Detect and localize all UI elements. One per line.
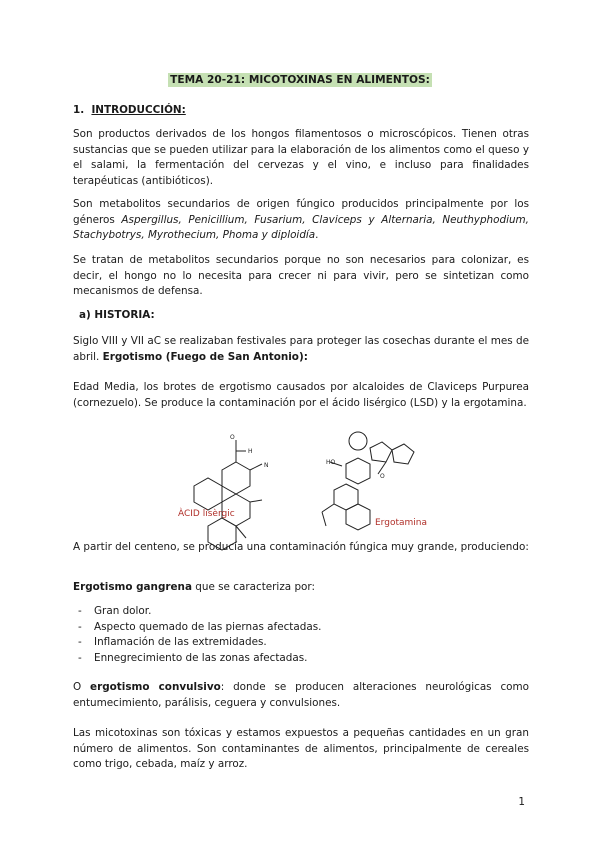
convulsivo-pre: O — [73, 681, 91, 693]
paragraph-secondary-metabolites: Se tratan de metabolitos secundarios porque no son necesarios para colonizar, es decir, el hongo no lo necesita para crecer ni para vivir, pero se sintetizan como mecanismos de defensa. — [73, 254, 529, 298]
paragraph-gangrena — [73, 580, 529, 596]
list-item: - Aspecto quemado de las piernas afectadas. — [78, 620, 321, 636]
history-text: Siglo VIII y VII aC se realizaban festivales para proteger las cosechas durante el mes de abril. — [73, 335, 529, 363]
paragraph-convulsivo — [73, 680, 529, 711]
lysergic-acid-label: ÀCID lisèrgic — [178, 509, 235, 519]
list-item: - Inflamación de las extremidades. — [78, 635, 321, 651]
section-title: INTRODUCCIÓN: — [91, 104, 186, 116]
paragraph-micotoxinas: Las micotoxinas son tóxicas y estamos expuestos a pequeñas cantidades en un gran número de alimentos. Son contaminantes de alimentos, principalmente de cereales como trigo, cebada, maíz y arroz. — [73, 727, 529, 771]
lysergic-acid-structure — [194, 440, 262, 550]
list-item: - Gran dolor. — [78, 604, 321, 620]
genera-end: . — [315, 229, 319, 242]
svg-text:O: O — [230, 434, 235, 441]
list-item: - Ennegrecimiento de las zonas afectadas. — [78, 651, 321, 667]
paragraph-middle-ages: Edad Media, los brotes de ergotismo causados por alcaloides de Claviceps Purpurea (cornezuelo). Se produce la contaminación por el ácido lisérgico (LSD) y la ergotamina. — [73, 381, 529, 409]
genera-list: Aspergillus, Penicillium, Fusarium, Claviceps y Alternaria, Neuthyphodium, Stachybotrys, Myrothecium, Phoma y diploidía — [73, 213, 529, 242]
svg-text:HO: HO — [326, 459, 336, 466]
genera-lead: Son metabolitos secundarios de origen fúngico producidos principalmente por los géneros — [73, 198, 529, 226]
history-bold: Ergotismo (Fuego de San Antonio): — [102, 350, 308, 363]
svg-text:N: N — [264, 462, 269, 469]
convulsivo-bold: ergotismo convulsivo — [90, 681, 221, 693]
title-highlight: TEMA 20-21: MICOTOXINAS EN ALIMENTOS: — [170, 74, 430, 86]
svg-text:O: O — [380, 473, 385, 480]
symptom-list — [78, 604, 321, 666]
section-number: 1. — [73, 104, 85, 116]
gangrena-text: que se caracteriza por: — [191, 581, 315, 593]
gangrena-bold: Ergotismo gangrena — [73, 581, 192, 593]
page-number: 1 — [518, 796, 525, 808]
paragraph-centeno: A partir del centeno, se producía una contaminación fúngica muy grande, produciendo: — [73, 541, 529, 553]
paragraph-intro: Son productos derivados de los hongos filamentosos o microscópicos. Tienen otras sustancias que se pueden utilizar para la elaboración de los alimentos como el queso y el salami, la fermentación del cervezas y el vino, e incluso para finalidades terapéuticas (antibióticos). — [73, 128, 529, 187]
ergotamine-structure — [322, 432, 414, 530]
subheading-historia: a) HISTORIA: — [79, 309, 155, 321]
convulsivo-text: : donde se producen alteraciones neurológicas como entumecimiento, parálisis, ceguera y convulsiones. — [73, 681, 529, 709]
svg-text:H: H — [248, 448, 253, 455]
ergotamine-label: Ergotamina — [375, 518, 427, 528]
